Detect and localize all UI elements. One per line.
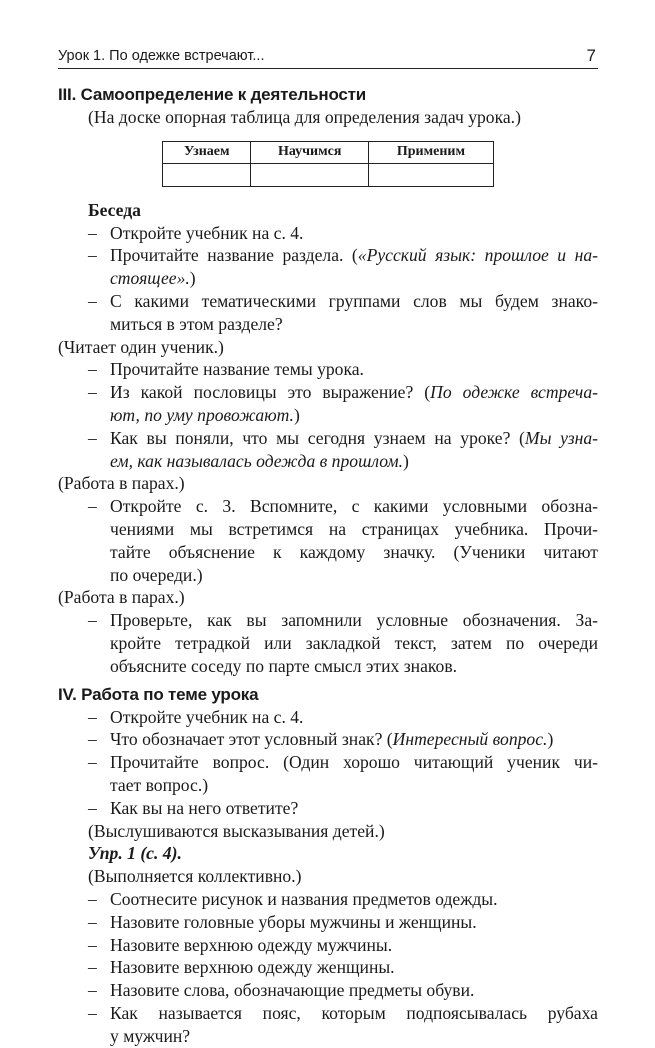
goals-table-empty-row xyxy=(163,163,494,186)
s3-question-6: – Как вы поняли, что мы сегодня узнаем на уроке? (Мы узна- xyxy=(88,427,598,448)
s3-remark-3: (Работа в парах.) xyxy=(58,587,185,608)
section-4-title: IV. Работа по теме урока xyxy=(58,684,259,704)
s4-remark-1: (Выслушиваются высказывания детей.) xyxy=(88,820,385,841)
s4-question-10: – Как называется пояс, которым подпоясывалась рубаха xyxy=(88,1002,598,1023)
s3-question-8: – Проверьте, как вы запомнили условные обозначения. За- xyxy=(88,610,598,631)
s4-question-7: – Назовите верхнюю одежду мужчины. xyxy=(88,934,393,955)
s3-question-7-cont-3: по очереди.) xyxy=(110,564,203,585)
s3-question-3: – С какими тематическими группами слов мы будем знако- xyxy=(88,290,598,311)
s3-question-5: – Из какой пословицы это выражение? (По одежке встреча- xyxy=(88,382,598,403)
s3-question-2: – Прочитайте название раздела. («Русский язык: прошлое и на- xyxy=(88,245,598,266)
conversation-label: Беседа xyxy=(88,199,141,220)
goals-table-header-row xyxy=(163,141,494,163)
page-body xyxy=(58,84,598,1047)
s3-question-6-cont: ем, как называлась одежда в прошлом.) xyxy=(110,450,409,471)
s3-question-8-cont-2: объясните соседу по парте смысл этих знаков. xyxy=(110,655,458,676)
s3-question-7: – Откройте с. 3. Вспомните, с какими условными обозна- xyxy=(88,496,598,517)
board-note: (На доске опорная таблица для определения задач урока.) xyxy=(88,107,521,127)
goals-table xyxy=(162,141,494,187)
s3-question-8-cont-1: кройте тетрадкой или закладкой текст, затем по очереди xyxy=(110,632,598,653)
s4-question-6: – Назовите головные уборы мужчины и женщины. xyxy=(88,911,477,932)
goals-col-learn: Узнаем xyxy=(163,141,251,163)
exercise-label: Упр. 1 (с. 4). xyxy=(88,843,182,864)
goals-col-master: Научимся xyxy=(251,141,368,163)
running-header xyxy=(58,48,598,69)
goals-cell-apply xyxy=(368,163,493,186)
s4-question-10-cont: у мужчин? xyxy=(110,1025,191,1046)
s3-question-5-cont: ют, по уму провожают.) xyxy=(110,404,300,425)
s4-question-9: – Назовите слова, обозначающие предметы обуви. xyxy=(88,980,475,1001)
header-title: Урок 1. По одежке встречают... xyxy=(58,48,265,64)
s3-question-1: – Откройте учебник на с. 4. xyxy=(88,222,304,243)
s4-question-1: – Откройте учебник на с. 4. xyxy=(88,706,304,727)
s3-question-4: – Прочитайте название темы урока. xyxy=(88,359,364,380)
goals-cell-learn xyxy=(163,163,251,186)
s4-remark-2: (Выполняется коллективно.) xyxy=(88,866,302,887)
s4-question-2: – Что обозначает этот условный знак? (Интересный вопрос.) xyxy=(88,729,554,750)
s4-question-3: – Прочитайте вопрос. (Один хорошо читающий ученик чи- xyxy=(88,752,598,773)
s4-question-8: – Назовите верхнюю одежду женщины. xyxy=(88,957,395,978)
section-3-title: III. Самоопределение к деятельности xyxy=(58,85,367,104)
s4-question-5: – Соотнесите рисунок и названия предметов одежды. xyxy=(88,888,498,909)
s3-question-7-cont-2: тайте объяснение к каждому значку. (Ученики читают xyxy=(110,541,598,562)
s4-question-4: – Как вы на него ответите? xyxy=(88,797,299,818)
page-number: 7 xyxy=(586,46,596,65)
goals-col-apply: Применим xyxy=(368,141,493,163)
s3-question-2-cont: стоящее».) xyxy=(110,268,196,289)
s3-remark-1: (Читает один ученик.) xyxy=(58,336,224,357)
s4-question-3-cont: тает вопрос.) xyxy=(110,774,209,795)
goals-cell-master xyxy=(251,163,368,186)
s3-question-7-cont-1: чениями мы встретимся на страницах учебника. Прочи- xyxy=(110,518,598,539)
s3-question-3-cont: миться в этом разделе? xyxy=(110,313,283,334)
s3-remark-2: (Работа в парах.) xyxy=(58,473,185,494)
